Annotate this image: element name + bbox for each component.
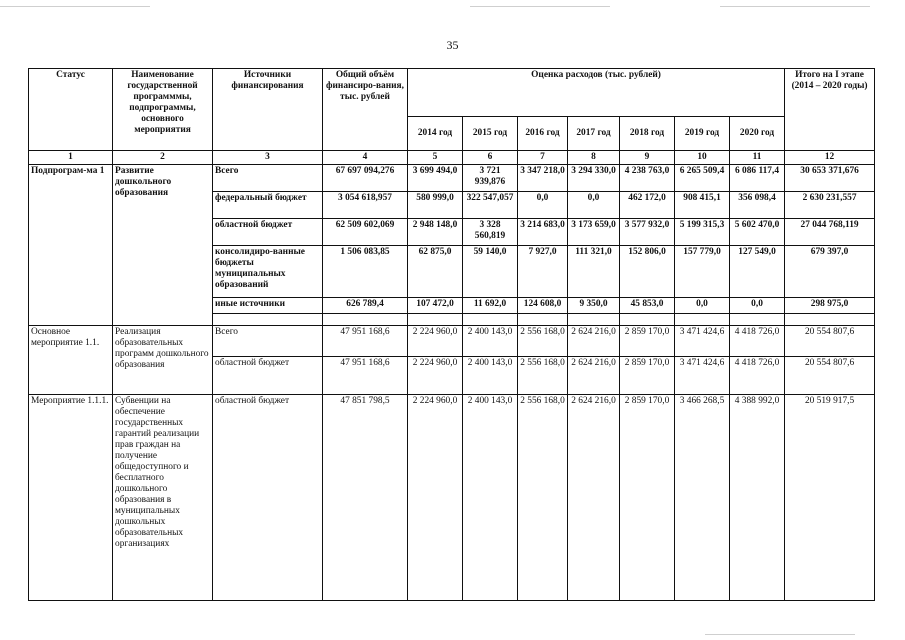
year-cell: 2 224 960,0 (408, 357, 463, 395)
table-row (29, 165, 875, 192)
column-number: 2 (113, 151, 213, 165)
total-cell: 47 851 798,5 (323, 395, 408, 601)
year-cell: 107 472,0 (408, 298, 463, 314)
header-year: 2020 год (730, 117, 785, 151)
year-cell: 11 692,0 (463, 298, 518, 314)
status-cell: Подпрограм-ма 1 (29, 165, 113, 326)
column-number: 7 (518, 151, 568, 165)
header-itogo: Итого на I этапе (2014 – 2020 годы) (785, 69, 875, 151)
year-cell: 3 577 932,0 (620, 219, 675, 246)
year-cell: 4 238 763,0 (620, 165, 675, 192)
header-sources: Источники финансирования (213, 69, 323, 151)
source-cell: федеральный бюджет (213, 192, 323, 219)
year-cell: 2 624 216,0 (568, 326, 620, 357)
column-number: 3 (213, 151, 323, 165)
budget-table (28, 68, 875, 601)
column-number: 1 (29, 151, 113, 165)
year-cell: 0,0 (730, 298, 785, 314)
year-cell: 0,0 (518, 192, 568, 219)
column-number: 6 (463, 151, 518, 165)
bottom-rule-right (705, 634, 855, 635)
page-number: 35 (446, 38, 459, 52)
header-year: 2015 год (463, 117, 518, 151)
table-row (29, 326, 875, 357)
year-cell: 2 400 143,0 (463, 357, 518, 395)
source-cell: иные источники (213, 298, 323, 314)
header-estimate: Оценка расходов (тыс. рублей) (408, 69, 785, 117)
total-cell: 62 509 602,069 (323, 219, 408, 246)
year-cell: 908 415,1 (675, 192, 730, 219)
year-cell: 62 875,0 (408, 246, 463, 298)
source-cell: Всего (213, 165, 323, 192)
column-number: 5 (408, 151, 463, 165)
top-rule-mid (470, 6, 610, 7)
year-cell: 9 350,0 (568, 298, 620, 314)
column-number: 11 (730, 151, 785, 165)
year-cell: 59 140,0 (463, 246, 518, 298)
year-cell: 3 214 683,0 (518, 219, 568, 246)
header-name: Наименование государственной программмы, подпрограммы, основного мероприятия (113, 69, 213, 151)
itogo-cell: 298 975,0 (785, 298, 875, 314)
source-cell: областной бюджет (213, 357, 323, 395)
year-cell: 3 466 268,5 (675, 395, 730, 601)
year-cell: 124 608,0 (518, 298, 568, 314)
year-cell: 0,0 (675, 298, 730, 314)
header-status: Статус (29, 69, 113, 151)
header-year: 2014 год (408, 117, 463, 151)
year-cell: 127 549,0 (730, 246, 785, 298)
column-number-row (29, 151, 875, 165)
year-cell: 2 859 170,0 (620, 326, 675, 357)
year-cell: 3 471 424,6 (675, 326, 730, 357)
source-cell: областной бюджет (213, 395, 323, 601)
name-cell: Развитие дошкольного образования (113, 165, 213, 326)
year-cell: 2 556 168,0 (518, 326, 568, 357)
table-row (29, 395, 875, 601)
year-cell: 3 294 330,0 (568, 165, 620, 192)
year-cell: 4 418 726,0 (730, 326, 785, 357)
header-year: 2018 год (620, 117, 675, 151)
itogo-cell: 27 044 768,119 (785, 219, 875, 246)
year-cell: 3 347 218,0 (518, 165, 568, 192)
source-cell: областной бюджет (213, 219, 323, 246)
year-cell: 5 602 470,0 (730, 219, 785, 246)
column-number: 4 (323, 151, 408, 165)
year-cell: 45 853,0 (620, 298, 675, 314)
itogo-cell: 30 653 371,676 (785, 165, 875, 192)
name-cell: Субвенции на обеспечение государственных гарантий реализации прав граждан на получение общедоступного и бесплатного дошкольного образования в муниципальных дошкольных образовательных организациях (113, 395, 213, 601)
year-cell: 2 948 148,0 (408, 219, 463, 246)
year-cell: 322 547,057 (463, 192, 518, 219)
year-cell: 2 224 960,0 (408, 395, 463, 601)
year-cell: 2 859 170,0 (620, 357, 675, 395)
itogo-cell: 679 397,0 (785, 246, 875, 298)
column-number: 9 (620, 151, 675, 165)
header-year: 2017 год (568, 117, 620, 151)
top-rule-right (720, 6, 870, 7)
year-cell: 6 265 509,4 (675, 165, 730, 192)
year-cell: 2 400 143,0 (463, 395, 518, 601)
column-number: 10 (675, 151, 730, 165)
header-year: 2016 год (518, 117, 568, 151)
source-cell: Всего (213, 326, 323, 357)
year-cell: 462 172,0 (620, 192, 675, 219)
year-cell: 580 999,0 (408, 192, 463, 219)
year-cell: 356 098,4 (730, 192, 785, 219)
year-cell: 2 624 216,0 (568, 395, 620, 601)
name-cell: Реализация образовательных программ дошкольного образования (113, 326, 213, 395)
year-cell: 2 624 216,0 (568, 357, 620, 395)
year-cell: 4 388 992,0 (730, 395, 785, 601)
status-cell: Основное мероприятие 1.1. (29, 326, 113, 395)
year-cell: 3 328 560,819 (463, 219, 518, 246)
column-number: 12 (785, 151, 875, 165)
year-cell: 2 400 143,0 (463, 326, 518, 357)
year-cell: 2 224 960,0 (408, 326, 463, 357)
year-cell: 3 721 939,876 (463, 165, 518, 192)
year-cell: 2 859 170,0 (620, 395, 675, 601)
column-number: 8 (568, 151, 620, 165)
year-cell: 2 556 168,0 (518, 357, 568, 395)
itogo-cell: 20 554 807,6 (785, 326, 875, 357)
total-cell: 1 506 083,85 (323, 246, 408, 298)
year-cell: 3 471 424,6 (675, 357, 730, 395)
source-cell: консолидиро-ванные бюджеты муниципальных образований (213, 246, 323, 298)
itogo-cell: 20 554 807,6 (785, 357, 875, 395)
total-cell: 47 951 168,6 (323, 326, 408, 357)
total-cell: 67 697 094,276 (323, 165, 408, 192)
total-cell: 3 054 618,957 (323, 192, 408, 219)
year-cell: 152 806,0 (620, 246, 675, 298)
total-cell: 47 951 168,6 (323, 357, 408, 395)
itogo-cell: 2 630 231,557 (785, 192, 875, 219)
year-cell: 3 173 659,0 (568, 219, 620, 246)
year-cell: 157 779,0 (675, 246, 730, 298)
header-total: Общий объём финансиро-вания, тыс. рублей (323, 69, 408, 151)
year-cell: 6 086 117,4 (730, 165, 785, 192)
status-cell: Мероприятие 1.1.1. (29, 395, 113, 601)
header-year: 2019 год (675, 117, 730, 151)
itogo-cell: 20 519 917,5 (785, 395, 875, 601)
year-cell: 0,0 (568, 192, 620, 219)
year-cell: 7 927,0 (518, 246, 568, 298)
year-cell: 5 199 315,3 (675, 219, 730, 246)
total-cell: 626 789,4 (323, 298, 408, 314)
header-row (29, 69, 875, 117)
year-cell: 4 418 726,0 (730, 357, 785, 395)
year-cell: 2 556 168,0 (518, 395, 568, 601)
year-cell: 111 321,0 (568, 246, 620, 298)
top-rule-left (0, 6, 150, 7)
year-cell: 3 699 494,0 (408, 165, 463, 192)
